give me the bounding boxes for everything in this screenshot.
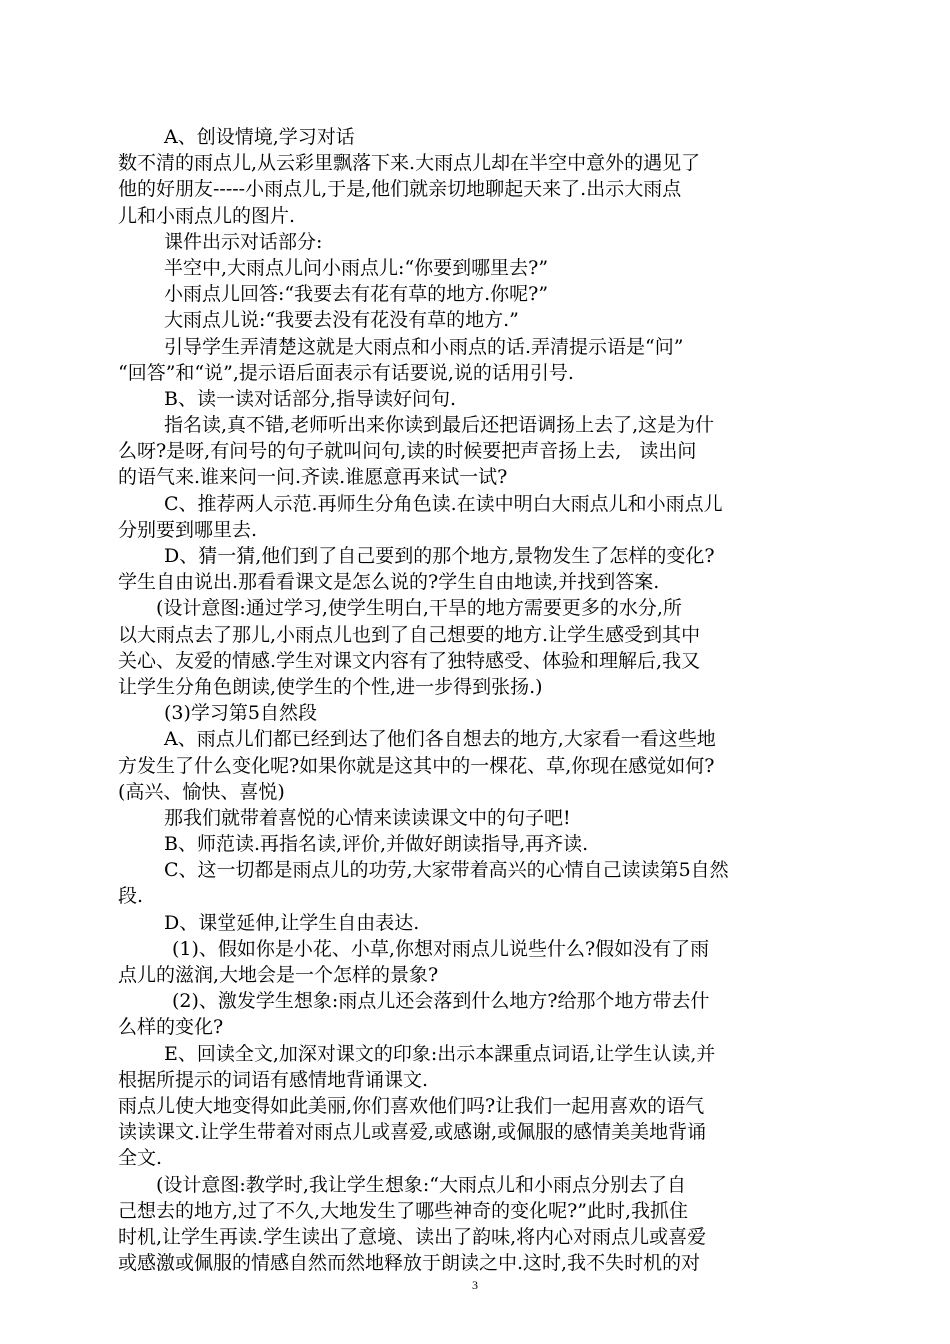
text-line: 或感激或佩服的情感自然而然地释放于朗读之中.这时,我不失时机的对 xyxy=(118,1252,701,1275)
text-line: B、读一读对话部分,指导读好问句. xyxy=(164,387,457,410)
text-line: 数不清的雨点儿,从云彩里飘落下来.大雨点儿却在半空中意外的遇见了 xyxy=(118,152,701,175)
text-line: B、师范读.再指名读,评价,并做好朗读指导,再齐读. xyxy=(164,833,589,856)
text-line: 段. xyxy=(118,885,144,908)
text-line: C、推荐两人示范.再师生分角色读.在读中明白大雨点儿和小雨点儿 xyxy=(164,492,723,515)
text-line: 根据所提示的词语有感情地背诵课文. xyxy=(118,1068,429,1091)
text-line: 指名读,真不错,老师听出来你读到最后还把语调扬上去了,这是为什 xyxy=(164,414,715,437)
text-line: 让学生分角色朗读,使学生的个性,进一步得到张扬.) xyxy=(118,675,543,698)
text-line: 小雨点儿回答:“我要去有花有草的地方.你呢?” xyxy=(164,283,549,306)
text-line: 读读课文.让学生带着对雨点儿或喜爱,或感谢,或佩服的感情美美地背诵 xyxy=(118,1121,707,1144)
text-line: A、创设情境,学习对话 xyxy=(164,126,355,148)
text-line: (设计意图:通过学习,使学生明白,干旱的地方需要更多的水分,所 xyxy=(156,597,682,620)
text-line: 己想去的地方,过了不久,大地发生了哪些神奇的变化呢?”此时,我抓住 xyxy=(118,1199,689,1222)
text-line: 全文. xyxy=(118,1147,163,1170)
text-line: 半空中,大雨点儿问小雨点儿:“你要到哪里去?” xyxy=(164,256,549,279)
text-line: 么呀?是呀,有问号的句子就叫问句,读的时候要把声音扬上去, 读出问 xyxy=(118,440,697,463)
text-line: D、课堂延伸,让学生自由表达. xyxy=(164,911,420,934)
text-line: 课件出示对话部分: xyxy=(164,230,323,253)
document-body xyxy=(118,124,842,1276)
text-line: (2)、激发学生想象:雨点儿还会落到什么地方?给那个地方带去什 xyxy=(172,990,710,1013)
text-line: 分别要到哪里去. xyxy=(118,518,258,541)
text-line: D、猜一猜,他们到了自己要到的那个地方,景物发生了怎样的变化? xyxy=(164,545,715,567)
text-line: 的语气来.谁来问一问.齐读.谁愿意再来试一试? xyxy=(118,466,508,489)
text-line: 么样的变化? xyxy=(118,1016,224,1039)
text-line: 儿和小雨点儿的图片. xyxy=(118,204,296,227)
text-line: (3)学习第5自然段 xyxy=(164,702,318,725)
text-line: 关心、友爱的情感.学生对课文内容有了独特感受、体验和理解后,我又 xyxy=(118,649,701,672)
text-line: 点儿的滋润,大地会是一个怎样的景象? xyxy=(118,964,439,986)
text-line: 学生自由说出.那看看课文是怎么说的?学生自由地读,并找到答案. xyxy=(118,571,660,594)
text-line: (高兴、愉快、喜悦) xyxy=(118,780,285,803)
page-number: 3 xyxy=(472,1278,478,1292)
text-line: 那我们就带着喜悦的心情来读读课文中的句子吧! xyxy=(164,806,571,829)
text-line: 雨点儿使大地变得如此美丽,你们喜欢他们吗?让我们一起用喜欢的语气 xyxy=(118,1094,705,1117)
text-line: C、这一切都是雨点儿的功劳,大家带着高兴的心情自己读读第5自然 xyxy=(164,859,729,882)
text-line: 方发生了什么变化呢?如果你就是这其中的一棵花、草,你现在感觉如何? xyxy=(118,754,715,777)
text-line: 他的好朋友-----小雨点儿,于是,他们就亲切地聊起天来了.出示大雨点 xyxy=(118,178,682,201)
text-line: 引导学生弄清楚这就是大雨点和小雨点的话.弄清提示语是“问” xyxy=(164,335,684,358)
text-line: 时机,让学生再读.学生读出了意境、读出了韵味,将内心对雨点儿或喜爱 xyxy=(118,1225,707,1248)
text-line: 大雨点儿说:“我要去没有花没有草的地方.” xyxy=(164,309,519,332)
text-line: (1)、假如你是小花、小草,你想对雨点儿说些什么?假如没有了雨 xyxy=(172,937,710,960)
text-line: E、回读全文,加深对课文的印象:出示本課重点词语,让学生认读,并 xyxy=(164,1042,716,1065)
text-line: (设计意图:教学时,我让学生想象:“大雨点儿和小雨点分别去了自 xyxy=(156,1173,686,1196)
text-line: “回答”和“说”,提示语后面表示有话要说,说的话用引号. xyxy=(118,361,574,384)
text-line: A、雨点儿们都已经到达了他们各自想去的地方,大家看一看这些地 xyxy=(164,728,716,751)
text-line: 以大雨点去了那儿,小雨点儿也到了自己想要的地方.让学生感受到其中 xyxy=(118,623,701,646)
